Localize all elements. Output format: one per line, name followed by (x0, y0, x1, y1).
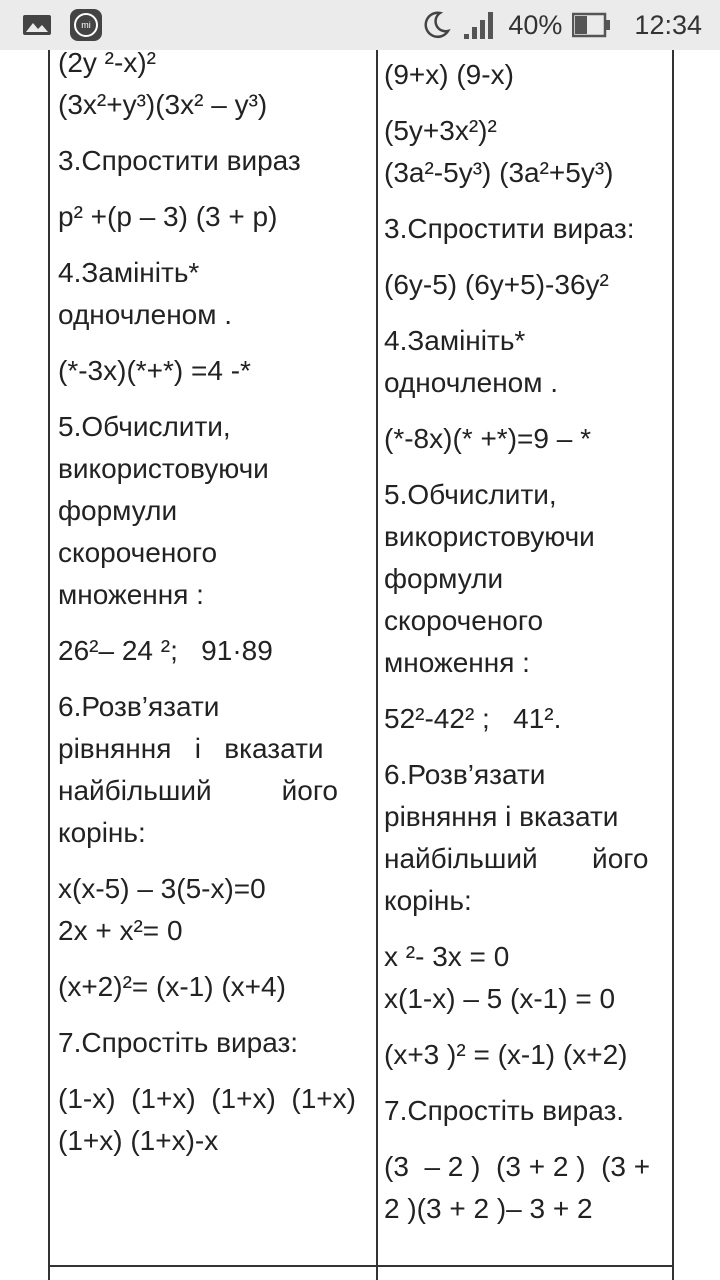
task-heading-line: одночленом . (384, 367, 559, 398)
expression: x(x-5) – 3(5-x)=0 (58, 873, 266, 904)
document-page (0, 50, 720, 1280)
task-heading-line: 6.Розв’язати (58, 691, 220, 722)
task-heading-line: корінь: (384, 885, 472, 916)
equations (384, 936, 668, 1020)
task-heading-line: одночленом . (58, 299, 233, 330)
right-top-expressions (384, 110, 668, 194)
table-border-right (672, 50, 674, 1280)
equations (58, 1078, 368, 1162)
task-heading (58, 252, 368, 336)
expression: 26²– 24 ²; 91·89 (58, 635, 273, 666)
task-heading-line: формули (384, 563, 504, 594)
task-heading-line: 5.Обчислити, (384, 479, 557, 510)
expression: (9+x) (9-x) (384, 59, 514, 90)
task-heading-line: використовуючи (58, 453, 269, 484)
table-border-middle (376, 50, 378, 1280)
task-heading-line: рівняння і вказати (58, 733, 324, 764)
task-heading-line: використовуючи (384, 521, 595, 552)
expression: (3a²-5y³) (3a²+5y³) (384, 157, 614, 188)
expression: x(1-x) – 5 (x-1) = 0 (384, 983, 616, 1014)
expression: 2x + x²= 0 (58, 915, 183, 946)
left-top-expressions (58, 50, 368, 126)
expression: 52²-42² ; 41². (384, 703, 562, 734)
mi-app-icon: mi (70, 9, 102, 41)
task-heading (384, 754, 668, 922)
task-heading: 7.Спростіть вираз: (58, 1027, 299, 1058)
task-heading-line: множення : (384, 647, 530, 678)
task-heading-line: найбільший його (384, 843, 649, 874)
battery-icon (572, 12, 612, 38)
expression: (3x²+y³)(3x² – y³) (58, 89, 268, 120)
task-heading-line: 5.Обчислити, (58, 411, 231, 442)
task-heading-line: найбільший його (58, 775, 338, 806)
expression: (x+3 )² = (x-1) (x+2) (384, 1039, 628, 1070)
table-border-left (48, 50, 50, 1280)
task-heading-line: скороченого (384, 605, 544, 636)
task-heading (384, 474, 668, 684)
expression: (1-x) (1+x) (1+x) (1+x) (58, 1083, 356, 1114)
status-bar (0, 0, 720, 50)
task-heading-line: скороченого (58, 537, 218, 568)
left-column (58, 50, 368, 1176)
equations (58, 868, 368, 952)
task-heading-line: 6.Розв’язати (384, 759, 546, 790)
task-heading-line: 4.Замініть* (384, 325, 526, 356)
expression: (2y ²-x)² (58, 50, 156, 78)
expression: (*-3x)(*+*) =4 -* (58, 355, 251, 386)
task-heading: 3.Спростити вираз (58, 145, 301, 176)
task-heading-line: корінь: (58, 817, 146, 848)
moon-icon (420, 9, 452, 41)
task-heading: 7.Спростіть вираз. (384, 1095, 625, 1126)
task-heading-line: 4.Замініть* (58, 257, 200, 288)
task-heading: 3.Спростити вираз: (384, 213, 635, 244)
right-column (384, 54, 668, 1244)
task-heading (384, 320, 668, 404)
expression: (5y+3x²)² (384, 115, 497, 146)
gallery-icon (22, 13, 52, 37)
task-heading-line: формули (58, 495, 178, 526)
table-border-bottom (48, 1265, 674, 1267)
expression: (6y-5) (6y+5)-36y² (384, 269, 609, 300)
task-heading (58, 686, 368, 854)
task-heading-line: рівняння і вказати (384, 801, 619, 832)
task-heading (58, 406, 368, 616)
expression: p² +(p – 3) (3 + p) (58, 201, 278, 232)
expression: (3 – 2 ) (3 + 2 ) (3 + (384, 1151, 651, 1182)
expression: (x+2)²= (x-1) (x+4) (58, 971, 286, 1002)
expression: 2 )(3 + 2 )– 3 + 2 (384, 1193, 593, 1224)
expression: x ²- 3x = 0 (384, 941, 510, 972)
signal-icon (462, 10, 498, 40)
expression: (1+x) (1+x)-x (58, 1125, 219, 1156)
equations (384, 1146, 668, 1230)
battery-percent: 40% (508, 9, 563, 40)
expression: (*-8x)(* +*)=9 – * (384, 423, 591, 454)
task-heading-line: множення : (58, 579, 204, 610)
clock: 12:34 (634, 9, 702, 40)
